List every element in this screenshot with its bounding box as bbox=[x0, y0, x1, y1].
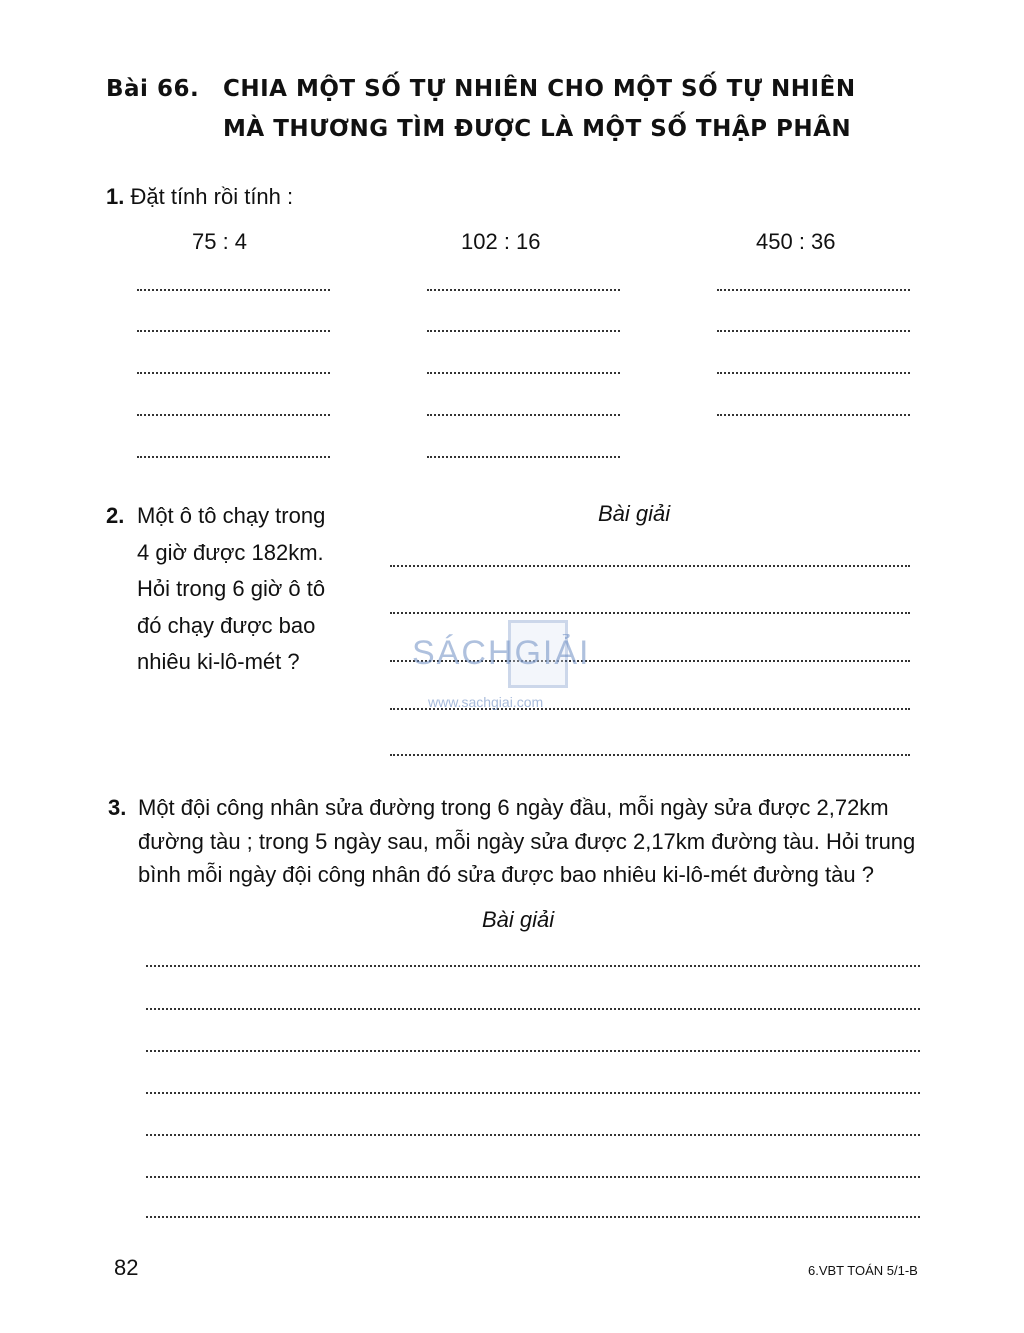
exercise-3-line: Một đội công nhân sửa đường trong 6 ngày đầu, mỗi ngày sửa được 2,72km bbox=[138, 795, 889, 820]
book-code: 6.VBT TOÁN 5/1-B bbox=[808, 1263, 918, 1278]
solution-line[interactable] bbox=[146, 1092, 920, 1094]
exercise-2-line: Hỏi trong 6 giờ ô tô bbox=[137, 576, 326, 601]
solution-line[interactable] bbox=[390, 565, 910, 567]
answer-line[interactable] bbox=[427, 372, 620, 374]
solution-line[interactable] bbox=[146, 1176, 920, 1178]
solution-line[interactable] bbox=[390, 612, 910, 614]
exercise-3-number: 3. bbox=[108, 795, 127, 820]
exercise-2-line: 4 giờ được 182km. bbox=[137, 540, 324, 565]
exercise-1-number: 1. bbox=[106, 184, 125, 209]
answer-line[interactable] bbox=[717, 372, 910, 374]
problem-3: 450 : 36 bbox=[756, 229, 836, 254]
exercise-3-line: đường tàu ; trong 5 ngày sau, mỗi ngày sửa được 2,17km đường tàu. Hỏi trung bbox=[138, 829, 916, 854]
problem-2: 102 : 16 bbox=[461, 229, 541, 254]
problem-1: 75 : 4 bbox=[192, 229, 248, 254]
exercise-1-prompt: Đặt tính rồi tính : bbox=[130, 184, 294, 209]
exercise-2-solution-label: Bài giải bbox=[598, 501, 671, 526]
lesson-title-line-2: MÀ THƯƠNG TÌM ĐƯỢC LÀ MỘT SỐ THẬP PHÂN bbox=[223, 116, 852, 142]
answer-line[interactable] bbox=[427, 414, 620, 416]
answer-line[interactable] bbox=[427, 330, 620, 332]
answer-line[interactable] bbox=[427, 289, 620, 291]
answer-line[interactable] bbox=[717, 289, 910, 291]
solution-line[interactable] bbox=[146, 965, 920, 967]
answer-line[interactable] bbox=[137, 414, 330, 416]
solution-line[interactable] bbox=[146, 1008, 920, 1010]
solution-line[interactable] bbox=[390, 754, 910, 756]
exercise-2-number: 2. bbox=[106, 503, 125, 528]
watermark-brand: SÁCHGIẢI bbox=[412, 634, 591, 672]
answer-line[interactable] bbox=[137, 456, 330, 458]
exercise-3-solution-label: Bài giải bbox=[482, 907, 555, 932]
solution-line[interactable] bbox=[146, 1134, 920, 1136]
answer-line[interactable] bbox=[137, 289, 330, 291]
exercise-2-line: đó chạy được bao bbox=[137, 613, 316, 638]
answer-line[interactable] bbox=[717, 330, 910, 332]
solution-line[interactable] bbox=[146, 1216, 920, 1218]
lesson-number: Bài 66. bbox=[106, 76, 200, 102]
answer-line[interactable] bbox=[137, 330, 330, 332]
exercise-3-line: bình mỗi ngày đội công nhân đó sửa được bao nhiêu ki-lô-mét đường tàu ? bbox=[138, 862, 874, 887]
answer-line[interactable] bbox=[717, 414, 910, 416]
page-number: 82 bbox=[114, 1255, 139, 1280]
solution-line[interactable] bbox=[146, 1050, 920, 1052]
exercise-2-line: Một ô tô chạy trong bbox=[137, 503, 326, 528]
watermark-url: www.sachgiai.com bbox=[428, 694, 544, 710]
lesson-title-line-1: CHIA MỘT SỐ TỰ NHIÊN CHO MỘT SỐ TỰ NHIÊN bbox=[223, 76, 856, 102]
exercise-1-header bbox=[106, 184, 293, 210]
exercise-2-line: nhiêu ki-lô-mét ? bbox=[137, 649, 300, 674]
answer-line[interactable] bbox=[427, 456, 620, 458]
answer-line[interactable] bbox=[137, 372, 330, 374]
